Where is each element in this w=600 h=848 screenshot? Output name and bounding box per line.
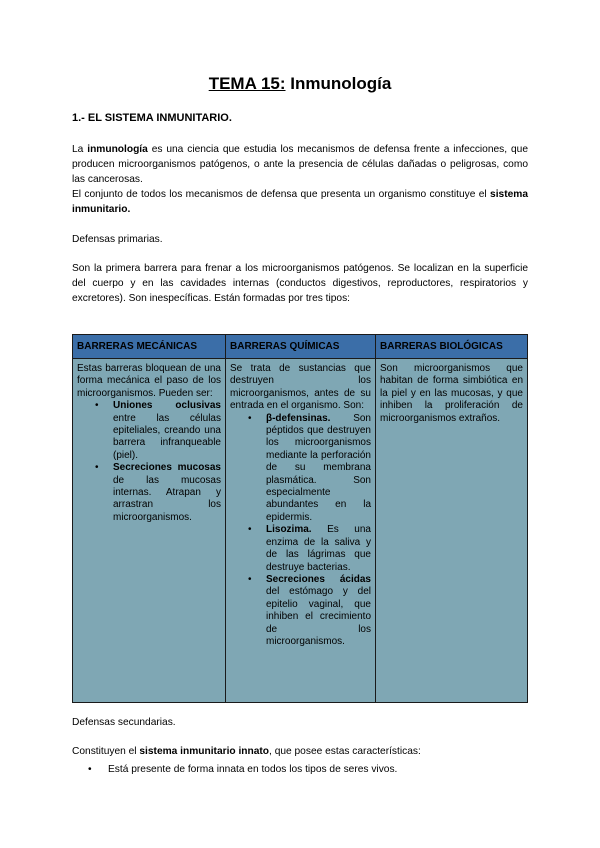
intro-paragraph-2: El conjunto de todos los mecanismos de defensa que presenta un organismo constituye el sistema inmunitario. [72,189,528,215]
mechanical-intro: Estas barreras bloquean de una forma mecánica el paso de los microorganismos. Pueden ser: [77,363,221,399]
title-name: Inmunología [285,74,392,93]
secondary-defenses-description: Constituyen el sistema inmunitario innato, que posee estas características: [72,746,421,757]
header-mechanical: BARRERAS MECÁNICAS [73,335,225,359]
list-item: • Lisozima. Es una enzima de la saliva y de las lágrimas que destruye bacterias. [266,524,371,574]
term-inmunologia: inmunología [87,144,148,155]
term-sistema-innato: sistema inmunitario innato [139,746,270,757]
primary-defenses-label: Defensas primarias. [72,234,163,245]
secondary-defenses-label: Defensas secundarias. [72,717,176,728]
list-item: • Secreciones mucosas de las mucosas internas. Atrapan y arrastran los microorganismos. [113,462,221,524]
primary-defenses-description: Son la primera barrera para frenar a los microorganismos patógenos. Se localizan en la superficie del cuerpo y en las cavidades internas (conductos digestivos, reproductores, respiratorios y excretores). Son inespecíficas. Están formadas por tres tipos: [72,263,528,304]
header-chemical: BARRERAS QUÍMICAS [226,335,375,359]
list-item: • Secreciones ácidas del estómago y del epitelio vaginal, que inhiben el crecimiento de los microorganismos. [266,574,371,648]
term-sistema-inmunitario: sistema inmunitario. [72,189,528,215]
list-item: • Uniones oclusivas entre las células epiteliales, creando una barrera infranqueable (piel). [113,400,221,462]
column-biological [375,335,527,702]
title-prefix: TEMA 15: [208,74,286,93]
section-heading: 1.- EL SISTEMA INMUNITARIO. [72,112,232,124]
header-biological: BARRERAS BIOLÓGICAS [376,335,527,359]
list-item: • β-defensinas. Son péptidos que destruyen los microorganismos mediante la perforación de su membrana plasmática. Son especialmente abundantes en la epidermis. [266,413,371,525]
barriers-table [72,334,528,703]
intro-paragraph-1: La inmunología es una ciencia que estudia los mecanismos de defensa frente a infecciones, que producen microorganismos patógenos, o ante la presencia de células dañadas o peligrosas, como las cancerosas. [72,144,528,185]
page-title [72,74,528,94]
biological-intro: Son microorganismos que habitan de forma simbiótica en la piel y en las mucosas, y que inhiben la proliferación de microorganismos extraños. [380,363,523,424]
bullet-icon: • [88,764,92,775]
column-mechanical [73,335,225,702]
chemical-intro: Se trata de sustancias que destruyen los microorganismos, antes de su entrada en el organismo. Son: [230,363,371,412]
column-chemical [225,335,375,702]
